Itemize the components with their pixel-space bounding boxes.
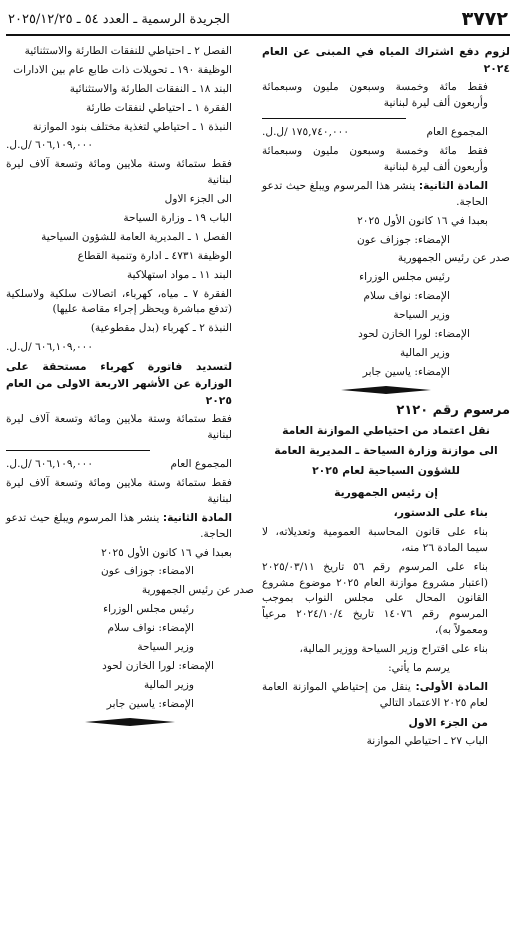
- gazette-title: الجريدة الرسمية ـ العدد ٥٤ ـ ٢٠٢٥/١٢/٢٥: [8, 11, 230, 27]
- page-number: ٣٧٧٢: [461, 8, 508, 30]
- total-row: [262, 125, 510, 141]
- amount-words: فقط ستمائة وستة ملايين ومائة وتسعة آلاف ليرة لبنانية: [6, 413, 232, 442]
- total-words: فقط ستمائة وستة ملايين ومائة وتسعة آلاف ليرة لبنانية: [6, 477, 232, 505]
- part-heading: الى الجزء الاول: [164, 193, 232, 206]
- page-header: [6, 4, 510, 36]
- signature: الإمضاء: جوزاف عون: [357, 233, 450, 246]
- section-separator-icon: [85, 717, 175, 727]
- article-2-text: ينشر هذا المرسوم ويبلغ حيث تدعو الحاجة.: [262, 179, 488, 208]
- signature: الإمضاء: نواف سلام: [107, 622, 194, 635]
- budget-line: الوظيفة ١٩٠ ـ تحويلات ذات طابع عام بين الادارات: [13, 63, 232, 76]
- article-1: [262, 680, 510, 712]
- pm-title: رئيس مجلس الوزراء: [103, 603, 194, 616]
- article-2: [262, 179, 510, 211]
- budget-line: الفقرة ١ ـ احتياطي لنفقات طارئة: [85, 101, 232, 114]
- item-title: لزوم دفع اشتراك المياه في المبنى عن العام ٢٠٢٤: [262, 45, 510, 75]
- total-label: المجموع العام: [170, 458, 232, 471]
- signature: الإمضاء: ياسين جابر: [362, 365, 450, 378]
- basis: بناء على المرسوم رقم ٥٦ تاريخ ٢٠٢٥/٠٣/١١ (اعتبار مشروع موازنة العام ٢٠٢٥ موضوع مشروع القانون المحال على مجلس النواب بموجب المرسوم رقم ١٤٠٧٦ تاريخ ٢٠٢٤/١٠/٤ مرعياً ومعمولاً به)،: [262, 560, 488, 637]
- article-1-label: المادة الأولى:: [415, 680, 488, 693]
- budget-line: الفقرة ٧ ـ مياه، كهرباء، اتصالات سلكية ولاسلكية (تدفع مباشرة ويحظر إجراء مقاصة عليها): [6, 287, 232, 316]
- basis: بناء على اقتراح وزير السياحة ووزير المالية،: [299, 643, 488, 656]
- signature: الإمضاء: ياسين جابر: [106, 697, 194, 710]
- decrees-line: يرسم ما يأتي:: [388, 662, 450, 675]
- date-line: بعبدا في ١٦ كانون الأول ٢٠٢٥: [101, 546, 232, 559]
- article-2: [6, 511, 254, 543]
- total-value: ٦٠٦,١٠٩,٠٠٠ /ل.ل.: [6, 458, 94, 471]
- amount-words: فقط ستمائة وستة ملايين ومائة وتسعة آلاف ليرة لبنانية: [6, 158, 232, 187]
- budget-line: الوظيفة ٤٧٣١ ـ ادارة وتنمية القطاع: [77, 249, 232, 262]
- item-title: لتسديد فاتورة كهرباء مستحقة على الوزارة عن الأشهر الاربعة الاولى من العام ٢٠٢٥: [6, 360, 232, 407]
- signature: الامضاء: جوزاف عون: [101, 565, 194, 578]
- signature: الإمضاء: نواف سلام: [363, 290, 450, 303]
- minister-title: وزير المالية: [399, 346, 450, 359]
- left-column: [6, 44, 254, 753]
- budget-line: البند ١١ ـ مواد استهلاكية: [126, 268, 232, 281]
- decree-title: نقل اعتماد من احتياطي الموازنة العامة: [282, 424, 490, 438]
- constitution-line: بناء على الدستور،: [393, 506, 488, 520]
- total-label: المجموع العام: [426, 126, 488, 139]
- divider: [6, 450, 150, 451]
- part-heading: من الجزء الاول: [408, 715, 488, 729]
- amount-value: ٦٠٦,١٠٩,٠٠٠ /ل.ل.: [6, 139, 94, 152]
- article-1-text: ينقل من إحتياطي الموازنة العامة لعام ٢٠٢٥ الاعتماد التالي: [262, 680, 488, 709]
- president-line: إن رئيس الجمهورية: [334, 486, 438, 500]
- amount-value: ٦٠٦,١٠٩,٠٠٠ /ل.ل.: [6, 341, 94, 354]
- budget-line: الفصل ٢ ـ احتياطي للنفقات الطارئة والاستثنائية: [24, 45, 232, 57]
- decree-title: الى موازنة وزارة السياحة ـ المديرية العامة: [274, 443, 498, 457]
- minister-title: وزير السياحة: [137, 641, 194, 654]
- amount-words: فقط مائة وخمسة وسبعون مليون وسبعمائة وأربعون ألف ليرة لبنانية: [262, 81, 488, 110]
- pm-title: رئيس مجلس الوزراء: [359, 271, 450, 284]
- budget-line: النبذة ٢ ـ كهرباء (بدل مقطوعية): [90, 322, 232, 335]
- minister-title: وزير المالية: [143, 678, 194, 691]
- columns: [6, 36, 510, 753]
- signature: الإمضاء: لورا الخازن لحود: [102, 659, 214, 672]
- article-2-label: المادة الثانية:: [418, 179, 489, 192]
- total-row: [6, 457, 254, 473]
- signature: الإمضاء: لورا الخازن لحود: [358, 328, 470, 341]
- article-2-text: ينشر هذا المرسوم ويبلغ حيث تدعو الحاجة.: [6, 511, 232, 540]
- decree-number: مرسوم رقم ٢١٢٠: [396, 402, 510, 418]
- minister-title: وزير السياحة: [393, 309, 450, 322]
- issued-line: صدر عن رئيس الجمهورية: [397, 252, 510, 265]
- budget-line: الباب ١٩ ـ وزارة السياحة: [123, 212, 232, 225]
- budget-line: البند ١٨ ـ النفقات الطارئة والاستثنائية: [69, 82, 232, 95]
- right-column: [262, 44, 510, 753]
- budget-line: الفصل ١ ـ المديرية العامة للشؤون السياحية: [41, 230, 232, 243]
- article-2-label: المادة الثانية:: [162, 511, 233, 524]
- total-words: فقط مائة وخمسة وسبعون مليون وسبعمائة وأربعون ألف ليرة لبنانية: [262, 145, 488, 174]
- date-line: بعبدا في ١٦ كانون الأول ٢٠٢٥: [357, 214, 488, 227]
- basis: بناء على قانون المحاسبة العمومية وتعديلاته، لا سيما المادة ٢٦ منه،: [262, 525, 488, 554]
- divider: [262, 118, 406, 119]
- total-value: ١٧٥,٧٤٠,٠٠٠ /ل.ل.: [262, 126, 350, 139]
- chapter-line: الباب ٢٧ ـ احتياطي الموازنة: [366, 735, 488, 748]
- section-separator-icon: [341, 385, 431, 395]
- issued-line: صدر عن رئيس الجمهورية: [141, 584, 254, 597]
- budget-line: النبذة ١ ـ احتياطي لتغذية مختلف بنود الموازنة: [32, 120, 232, 133]
- decree-title: للشؤون السياحية لعام ٢٠٢٥: [312, 463, 460, 477]
